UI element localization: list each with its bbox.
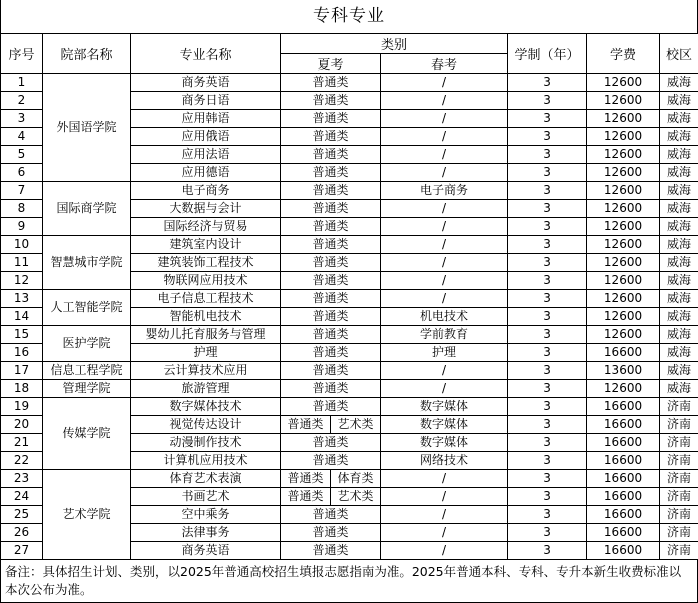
college-name: 智慧城市学院 [43,236,131,290]
spring-category: / [381,362,508,380]
summer-category: 普通类 [281,200,381,218]
row-index: 3 [1,110,43,128]
summer-category: 普通类 [281,506,381,524]
header-category: 类别 [281,34,508,54]
row-index: 7 [1,182,43,200]
major-name: 婴幼儿托育服务与管理 [131,326,281,344]
tuition-fee: 12600 [587,218,660,236]
summer-category: 普通类 [281,164,381,182]
campus: 济南 [660,416,698,434]
summer-category: 普通类 [281,110,381,128]
campus: 威海 [660,164,698,182]
table-row [1,182,698,200]
summer-category: 普通类 [281,218,381,236]
spring-category: / [381,524,508,542]
duration: 3 [508,182,587,200]
major-name: 数字媒体技术 [131,398,281,416]
duration: 3 [508,452,587,470]
summer-category: 普通类 [281,128,381,146]
tuition-fee: 16600 [587,470,660,488]
row-index: 21 [1,434,43,452]
campus: 济南 [660,542,698,560]
spring-category: / [381,290,508,308]
tuition-fee: 12600 [587,380,660,398]
major-name: 智能机电技术 [131,308,281,326]
spring-category: / [381,380,508,398]
campus: 威海 [660,92,698,110]
major-name: 旅游管理 [131,380,281,398]
header-spring: 春考 [381,54,508,74]
row-index: 18 [1,380,43,398]
campus: 威海 [660,74,698,92]
duration: 3 [508,110,587,128]
summer-category: 普通类 [281,398,381,416]
row-index: 15 [1,326,43,344]
duration: 3 [508,380,587,398]
spring-category: 数字媒体 [381,416,508,434]
table-row [1,74,698,92]
row-index: 10 [1,236,43,254]
duration: 3 [508,146,587,164]
duration: 3 [508,92,587,110]
header-major: 专业名称 [131,34,281,74]
row-index: 14 [1,308,43,326]
major-name: 大数据与会计 [131,200,281,218]
table-body [1,74,698,560]
row-index: 6 [1,164,43,182]
row-index: 11 [1,254,43,272]
campus: 威海 [660,272,698,290]
row-index: 26 [1,524,43,542]
summer-category: 普通类 [281,254,381,272]
row-index: 13 [1,290,43,308]
college-name: 人工智能学院 [43,290,131,326]
campus: 济南 [660,452,698,470]
college-name: 艺术学院 [43,470,131,560]
major-name: 应用俄语 [131,128,281,146]
major-name: 应用德语 [131,164,281,182]
campus: 威海 [660,128,698,146]
major-name: 空中乘务 [131,506,281,524]
summer-category: 普通类 [281,290,381,308]
major-name: 法律事务 [131,524,281,542]
major-name: 建筑室内设计 [131,236,281,254]
tuition-fee: 16600 [587,524,660,542]
tuition-fee: 16600 [587,542,660,560]
campus: 济南 [660,470,698,488]
duration: 3 [508,272,587,290]
campus: 济南 [660,506,698,524]
duration: 3 [508,542,587,560]
campus: 威海 [660,380,698,398]
spring-category: 学前教育 [381,326,508,344]
campus: 济南 [660,524,698,542]
major-name: 计算机应用技术 [131,452,281,470]
duration: 3 [508,344,587,362]
duration: 3 [508,506,587,524]
row-index: 5 [1,146,43,164]
row-index: 27 [1,542,43,560]
campus: 威海 [660,254,698,272]
spring-category: 电子商务 [381,182,508,200]
tuition-fee: 12600 [587,128,660,146]
tuition-fee: 12600 [587,146,660,164]
summer-category: 普通类 [281,542,381,560]
tuition-fee: 16600 [587,506,660,524]
major-name: 应用韩语 [131,110,281,128]
college-name: 医护学院 [43,326,131,362]
spring-category: / [381,488,508,506]
major-name: 书画艺术 [131,488,281,506]
college-name: 传媒学院 [43,398,131,470]
tuition-fee: 16600 [587,488,660,506]
duration: 3 [508,290,587,308]
campus: 威海 [660,146,698,164]
spring-category: / [381,164,508,182]
campus: 威海 [660,326,698,344]
tuition-fee: 12600 [587,200,660,218]
table-row [1,326,698,344]
summer-category-extra: 艺术类 [331,416,381,434]
college-name: 信息工程学院 [43,362,131,380]
campus: 济南 [660,434,698,452]
tuition-fee: 12600 [587,272,660,290]
spring-category: 护理 [381,344,508,362]
duration: 3 [508,236,587,254]
spring-category: / [381,470,508,488]
summer-category-extra: 体育类 [331,470,381,488]
spring-category: / [381,74,508,92]
tuition-fee: 12600 [587,164,660,182]
summer-category: 普通类 [281,470,331,488]
row-index: 20 [1,416,43,434]
summer-category: 普通类 [281,362,381,380]
row-index: 22 [1,452,43,470]
duration: 3 [508,128,587,146]
row-index: 19 [1,398,43,416]
tuition-fee: 16600 [587,344,660,362]
college-name: 管理学院 [43,380,131,398]
duration: 3 [508,434,587,452]
spring-category: 数字媒体 [381,434,508,452]
campus: 威海 [660,362,698,380]
header-duration: 学制（年） [508,34,587,74]
summer-category: 普通类 [281,146,381,164]
campus: 威海 [660,182,698,200]
campus: 威海 [660,218,698,236]
row-index: 4 [1,128,43,146]
spring-category: / [381,272,508,290]
spring-category: 网络技术 [381,452,508,470]
summer-category: 普通类 [281,434,381,452]
duration: 3 [508,488,587,506]
summer-category: 普通类 [281,524,381,542]
major-name: 体育艺术表演 [131,470,281,488]
tuition-fee: 12600 [587,92,660,110]
summer-category: 普通类 [281,236,381,254]
college-name: 外国语学院 [43,74,131,182]
campus: 威海 [660,200,698,218]
tuition-fee: 16600 [587,434,660,452]
duration: 3 [508,218,587,236]
tuition-fee: 16600 [587,416,660,434]
spring-category: / [381,254,508,272]
row-index: 2 [1,92,43,110]
spring-category: 机电技术 [381,308,508,326]
duration: 3 [508,524,587,542]
row-index: 16 [1,344,43,362]
table-row [1,236,698,254]
spring-category: / [381,110,508,128]
spring-category: / [381,92,508,110]
campus: 威海 [660,344,698,362]
summer-category: 普通类 [281,182,381,200]
row-index: 17 [1,362,43,380]
tuition-fee: 12600 [587,326,660,344]
tuition-fee: 12600 [587,236,660,254]
row-index: 8 [1,200,43,218]
major-name: 视觉传达设计 [131,416,281,434]
summer-category: 普通类 [281,344,381,362]
tuition-fee: 16600 [587,452,660,470]
summer-category: 普通类 [281,452,381,470]
duration: 3 [508,362,587,380]
header-campus: 校区 [660,34,698,74]
campus: 威海 [660,236,698,254]
spring-category: / [381,542,508,560]
campus: 济南 [660,398,698,416]
major-name: 护理 [131,344,281,362]
row-index: 23 [1,470,43,488]
row-index: 25 [1,506,43,524]
major-name: 电子商务 [131,182,281,200]
spring-category: / [381,128,508,146]
table-row [1,362,698,380]
major-name: 应用法语 [131,146,281,164]
duration: 3 [508,164,587,182]
duration: 3 [508,254,587,272]
campus: 济南 [660,488,698,506]
major-name: 云计算技术应用 [131,362,281,380]
summer-category: 普通类 [281,308,381,326]
tuition-fee: 13600 [587,362,660,380]
major-name: 国际经济与贸易 [131,218,281,236]
row-index: 24 [1,488,43,506]
row-index: 1 [1,74,43,92]
tuition-fee: 12600 [587,182,660,200]
duration: 3 [508,326,587,344]
tuition-fee: 12600 [587,290,660,308]
major-name: 电子信息工程技术 [131,290,281,308]
summer-category: 普通类 [281,326,381,344]
header-college: 院部名称 [43,34,131,74]
row-index: 9 [1,218,43,236]
spring-category: / [381,200,508,218]
page-title: 专科专业 [0,0,698,33]
duration: 3 [508,398,587,416]
major-name: 商务日语 [131,92,281,110]
tuition-fee: 12600 [587,308,660,326]
table-row [1,470,698,488]
major-name: 商务英语 [131,542,281,560]
tuition-fee: 12600 [587,110,660,128]
summer-category: 普通类 [281,74,381,92]
header-summer: 夏考 [281,54,381,74]
summer-category: 普通类 [281,488,331,506]
campus: 威海 [660,290,698,308]
campus: 威海 [660,110,698,128]
major-name: 动漫制作技术 [131,434,281,452]
spring-category: / [381,218,508,236]
major-name: 物联网应用技术 [131,272,281,290]
summer-category: 普通类 [281,272,381,290]
summer-category: 普通类 [281,92,381,110]
campus: 威海 [660,308,698,326]
major-name: 商务英语 [131,74,281,92]
spring-category: 数字媒体 [381,398,508,416]
duration: 3 [508,74,587,92]
row-index: 12 [1,272,43,290]
duration: 3 [508,416,587,434]
spring-category: / [381,146,508,164]
duration: 3 [508,308,587,326]
tuition-fee: 12600 [587,254,660,272]
major-name: 建筑装饰工程技术 [131,254,281,272]
college-name: 国际商学院 [43,182,131,236]
duration: 3 [508,200,587,218]
summer-category-extra: 艺术类 [331,488,381,506]
duration: 3 [508,470,587,488]
summer-category: 普通类 [281,380,381,398]
spring-category: / [381,236,508,254]
header-fee: 学费 [587,34,660,74]
majors-table [0,33,698,560]
spring-category: / [381,506,508,524]
table-row [1,290,698,308]
tuition-fee: 16600 [587,398,660,416]
header-index: 序号 [1,34,43,74]
table-row [1,380,698,398]
footnote: 备注：具体招生计划、类别，以2025年普通高校招生填报志愿指南为准。2025年普通本科、专科、专升本新生收费标准以本次公布为准。 [0,560,698,603]
table-row [1,398,698,416]
summer-category: 普通类 [281,416,331,434]
tuition-fee: 12600 [587,74,660,92]
